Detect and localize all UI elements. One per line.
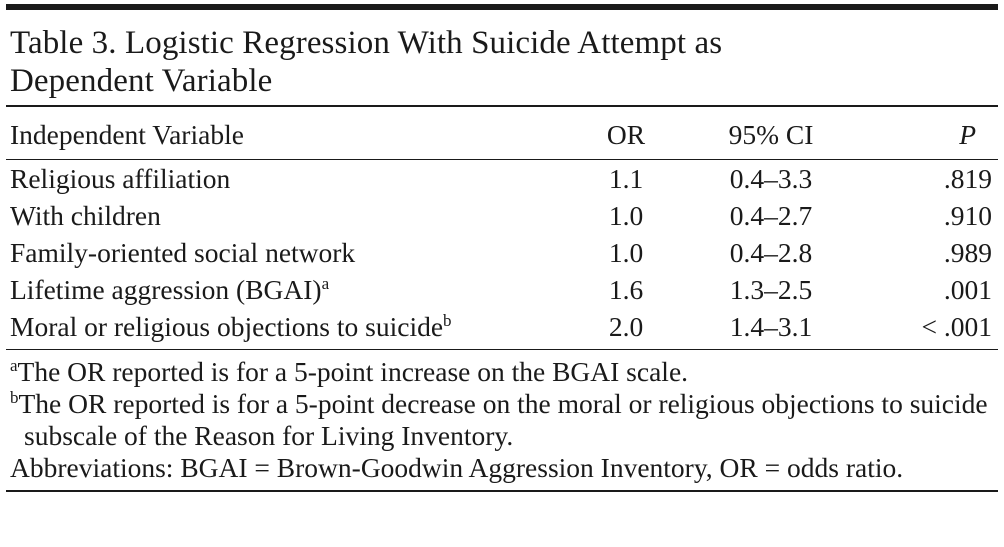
regression-table: [6, 107, 998, 349]
cell-or: 2.0: [608, 310, 644, 342]
variable-label: Moral or religious objections to suicide: [10, 310, 444, 342]
cell-ci: 1.3–2.5: [729, 273, 813, 305]
table-title-line-2: Dependent Variable: [10, 63, 273, 99]
footnote-marker: b: [443, 310, 452, 330]
cell-or: 1.6: [608, 273, 644, 305]
variable-label: Family-oriented social network: [10, 236, 356, 268]
abbreviations-note: Abbreviations: BGAI = Brown-Goodwin Aggression Inventory, OR = odds ratio.: [10, 452, 904, 483]
cell-variable: [6, 160, 566, 197]
cell-p: .989: [943, 236, 992, 268]
top-rule: [6, 4, 998, 10]
variable-label: With children: [10, 199, 161, 231]
cell-p: .001: [943, 273, 992, 305]
header-p: P: [959, 119, 976, 150]
table-container: [6, 0, 998, 492]
bottom-rule: [6, 490, 998, 492]
header-or: OR: [606, 119, 646, 150]
cell-p: < .001: [921, 310, 992, 342]
cell-variable: [6, 271, 566, 308]
footnote-b-mark: b: [10, 388, 19, 407]
cell-ci: 0.4–3.3: [729, 162, 813, 194]
table-row: [6, 160, 998, 197]
footnote-a-mark: a: [10, 356, 18, 375]
cell-ci: 0.4–2.8: [729, 236, 813, 268]
table-header: [6, 107, 998, 159]
footnote-a-text: The OR reported is for a 5-point increase on the BGAI scale.: [17, 356, 689, 387]
cell-p: .910: [943, 199, 992, 231]
header-95-ci: 95% CI: [728, 119, 814, 150]
header-row: [6, 107, 998, 159]
table-row: [6, 308, 998, 349]
table-row: [6, 271, 998, 308]
table-body: [6, 159, 998, 349]
header-independent-variable: Independent Variable: [10, 119, 244, 150]
footnote-a: [10, 356, 998, 388]
footnote-b-text: The OR reported is for a 5-point decrease on the moral or religious objections to suicide subscale of the Reason for Living Inventory.: [18, 388, 988, 451]
cell-or: 1.0: [608, 199, 644, 231]
table-row: [6, 234, 998, 271]
table-row: [6, 197, 998, 234]
table-notes: [6, 350, 998, 484]
footnote-marker: a: [321, 273, 330, 293]
cell-variable: [6, 234, 566, 271]
variable-label: Religious affiliation: [10, 162, 231, 194]
cell-ci: 1.4–3.1: [729, 310, 813, 342]
table-title: [6, 24, 998, 100]
cell-variable: [6, 308, 566, 349]
footnote-b: [10, 388, 998, 452]
variable-label: Lifetime aggression (BGAI): [10, 273, 322, 305]
cell-ci: 0.4–2.7: [729, 199, 813, 231]
table-title-line-1: Table 3. Logistic Regression With Suicide Attempt as: [10, 25, 723, 61]
cell-or: 1.0: [608, 236, 644, 268]
cell-p: .819: [943, 162, 992, 194]
cell-or: 1.1: [608, 162, 644, 194]
cell-variable: [6, 197, 566, 234]
